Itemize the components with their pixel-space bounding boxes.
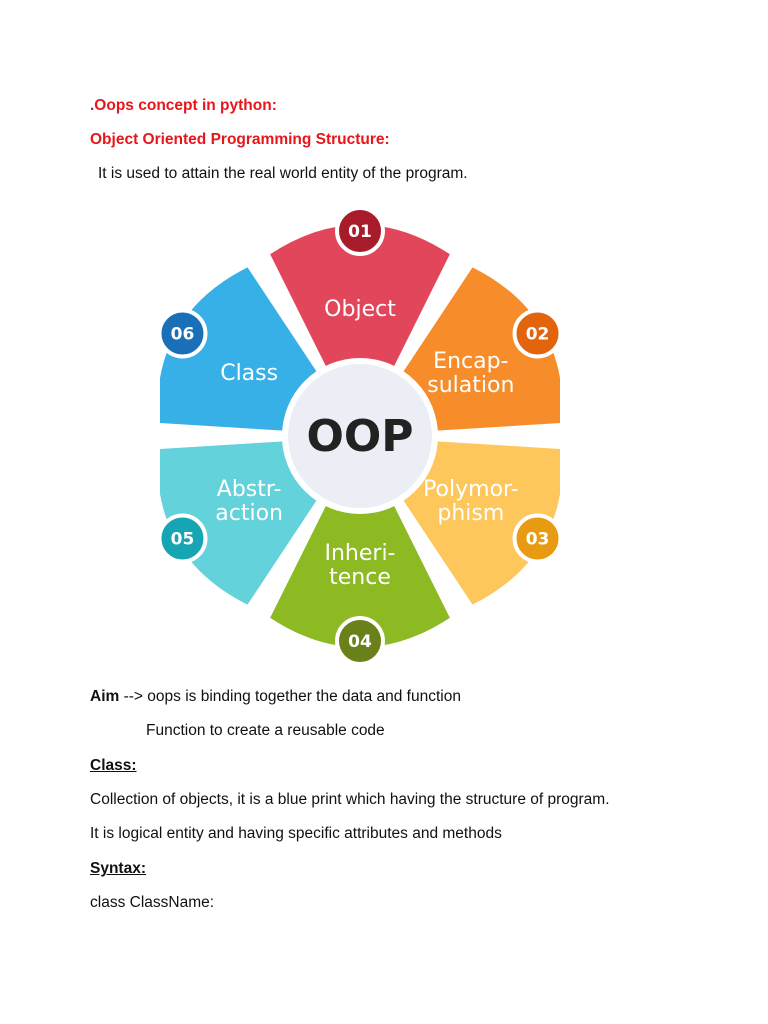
- petal-label: tence: [329, 565, 391, 590]
- aim-line-2: Function to create a reusable code: [146, 722, 385, 739]
- petal-label: Abstr-: [216, 477, 282, 502]
- badge-03: [515, 516, 560, 562]
- petal-label: sulation: [427, 373, 515, 398]
- badge-01: [337, 208, 383, 254]
- badge-number: 03: [525, 529, 550, 550]
- aim-line: [90, 687, 461, 707]
- petal-label: Class: [220, 361, 279, 386]
- class-description-1: Collection of objects, it is a blue print which having the structure of program.: [90, 791, 610, 808]
- class-description-2: It is logical entity and having specific attributes and methods: [90, 825, 502, 842]
- center-label: OOP: [306, 411, 414, 462]
- petal-label: Inheri-: [324, 541, 396, 566]
- badge-number: 06: [170, 324, 195, 345]
- petal-label: Encap-: [433, 349, 509, 374]
- syntax-code: class ClassName:: [90, 894, 215, 911]
- subheading: Object Oriented Programming Structure:: [90, 131, 390, 148]
- class-title: Class:: [90, 757, 137, 774]
- badge-04: [337, 618, 383, 664]
- petal-label: Object: [324, 297, 396, 322]
- badge-05: [160, 516, 205, 562]
- petal-label: action: [215, 501, 284, 526]
- aim-label: Aim: [90, 688, 120, 705]
- syntax-title: Syntax:: [90, 860, 146, 877]
- petal-label: phism: [437, 501, 505, 526]
- badge-02: [515, 311, 560, 357]
- aim-text: --> oops is binding together the data and function: [119, 688, 461, 705]
- badge-number: 01: [348, 222, 372, 242]
- badge-number: 02: [525, 324, 550, 345]
- badge-06: [160, 311, 205, 357]
- oop-diagram: [160, 208, 560, 668]
- badge-number: 05: [170, 529, 195, 550]
- badge-number: 04: [348, 632, 372, 652]
- intro-text: It is used to attain the real world entity of the program.: [98, 165, 468, 182]
- petal-label: Polymor-: [423, 477, 519, 502]
- heading: .Oops concept in python:: [90, 97, 277, 114]
